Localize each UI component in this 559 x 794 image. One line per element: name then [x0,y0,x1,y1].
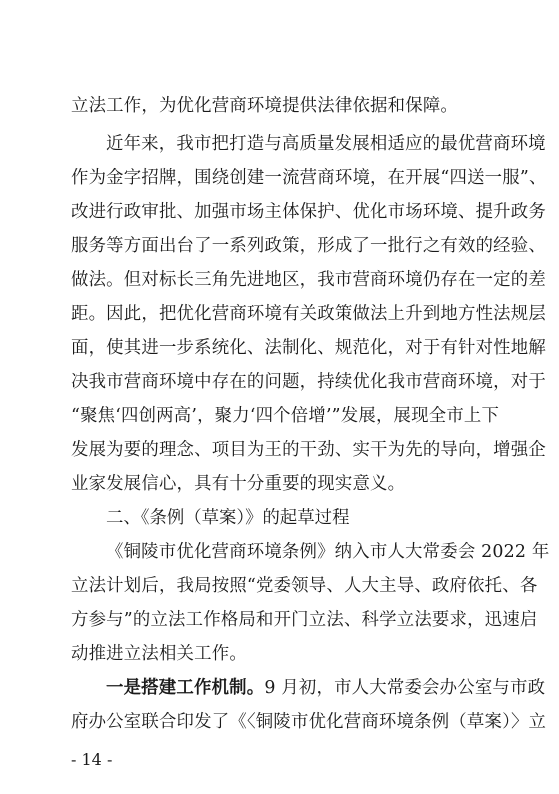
paragraph-line: 服务等方面出台了一系列政策，形成了一批行之有效的经验、 [71,236,546,256]
paragraph-line: 立法计划后，我局按照“党委领导、人大主导、政府依托、各 [71,576,538,596]
paragraph-line: 做法。但对标长三角先进地区，我市营商环境仍存在一定的差 [71,270,546,290]
point-lead-bold: 一是搭建工作机制。 [106,678,265,698]
paragraph-line: 《铜陵市优化营商环境条例》纳入市人大常委会 2022 年 [106,542,550,562]
paragraph-line: 作为金字招牌，围绕创建一流营商环境，在开展“四送一服”、 [71,168,547,188]
paragraph-line: 面，使其进一步系统化、法制化、规范化，对于有针对性地解 [71,338,546,358]
paragraph-line: 近年来，我市把打造与高质量发展相适应的最优营商环境 [106,134,546,154]
paragraph-line: 决我市营商环境中存在的问题，持续优化我市营商环境，对于 [71,372,546,392]
paragraph-line: 府办公室联合印发了《〈铜陵市优化营商环境条例（草案）〉立 [71,712,547,732]
paragraph-line: 距。因此，把优化营商环境有关政策做法上升到地方性法规层 [71,304,546,324]
paragraph-line: 立法工作，为优化营商环境提供法律依据和保障。 [71,96,458,116]
point-lead-text: 9 月初，市人大常委会办公室与市政 [264,678,546,698]
paragraph-line: 动推进立法相关工作。 [71,644,247,664]
paragraph-line: “聚焦‘四创两高’，聚力‘四个倍增’”发展，展现全市上下 [71,406,500,426]
section-heading: 二、《条例（草案）》的起草过程 [106,508,350,528]
page-number: - 14 - [71,750,113,769]
paragraph-line: 业家发展信心，具有十分重要的现实意义。 [71,474,406,494]
point-line [106,678,545,698]
paragraph-line: 方参与”的立法工作格局和开门立法、科学立法要求，迅速启 [71,610,538,630]
paragraph-line: 发展为要的理念、项目为王的干劲、实干为先的导向，增强企 [71,440,546,460]
paragraph-line: 改进行政审批、加强市场主体保护、优化市场环境、提升政务 [71,202,546,222]
